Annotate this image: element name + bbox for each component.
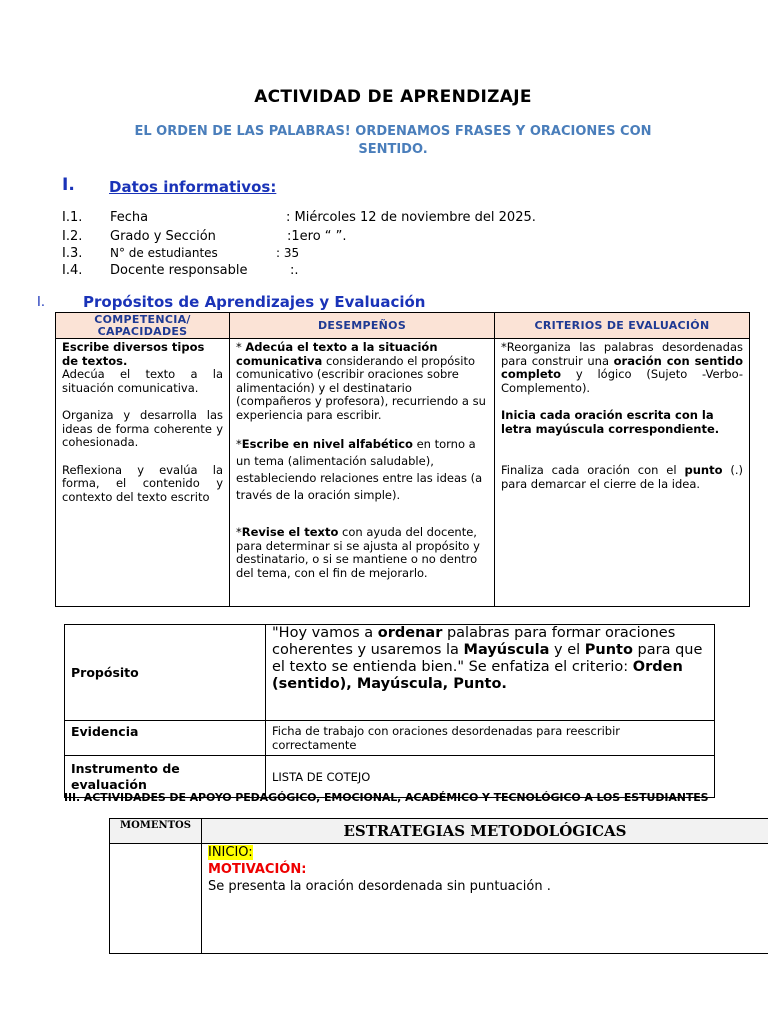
- criterio-2: Inicia cada oración escrita con la letra mayúscula correspondiente.: [501, 408, 720, 436]
- criterios-cell: [495, 339, 750, 607]
- info-row-label: Fecha: [110, 210, 149, 225]
- evidencia-value: Ficha de trabajo con oraciones desordenadas para reescribir correctamente: [266, 721, 715, 756]
- desempenos-cell: [230, 339, 495, 607]
- criterio-1: *Reorganiza las palabras desordenadas para construir una oración con sentido completo y lógico (Sujeto -Verbo-Complemento).: [501, 340, 743, 395]
- desempeno-2: *Escribe en nivel alfabético en torno a un tema (alimentación saludable), estableciendo relaciones entre las ideas (a través de la oración simple).: [236, 437, 483, 502]
- header-criterios: CRITERIOS DE EVALUACIÓN: [495, 313, 750, 339]
- evidencia-label: Evidencia: [65, 721, 266, 756]
- section-1-number: I.: [62, 175, 75, 195]
- info-row-number: I.1.: [62, 210, 83, 225]
- header-competencia: COMPETENCIA/ CAPACIDADES: [56, 313, 230, 339]
- section-2-title: Propósitos de Aprendizajes y Evaluación: [83, 293, 426, 311]
- document-subtitle: EL ORDEN DE LAS PALABRAS! ORDENAMOS FRASES Y ORACIONES CON SENTIDO.: [134, 124, 652, 157]
- header-desempenos: DESEMPEÑOS: [230, 313, 495, 339]
- info-row-number: I.4.: [62, 263, 83, 278]
- desempeno-3: *Revise el texto con ayuda del docente, para determinar si se ajusta al propósito y destinatario, o si se mantiene o no dentro del tema, con el fin de mejorarlo.: [236, 525, 480, 580]
- info-row-label: Grado y Sección: [110, 229, 216, 244]
- capacidad-2: Organiza y desarrolla las ideas de forma coherente y cohesionada.: [62, 408, 223, 449]
- inicio-label: INICIO:: [208, 845, 253, 860]
- header-momentos: MOMENTOS: [110, 819, 202, 844]
- info-row-number: I.2.: [62, 229, 83, 244]
- motivacion-text: Se presenta la oración desordenada sin puntuación .: [208, 879, 551, 894]
- section-1-title: Datos informativos:: [109, 178, 277, 196]
- desempeno-1: * Adecúa el texto a la situación comunicativa considerando el propósito comunicativo (escribir oraciones sobre alimentación) y el destinatario (compañeros y profesora), recurriendo a su experiencia para escribir.: [236, 340, 486, 422]
- capacidad-3: Reflexiona y evalúa la forma, el contenido y contexto del texto escrito: [62, 462, 223, 504]
- section-3-title: III. ACTIVIDADES DE APOYO PEDAGÓGICO, EMOCIONAL, ACADÉMICO Y TECNOLÓGICO A LOS ESTUDIANTES: [64, 791, 709, 804]
- proposito-evidencia-table: [64, 624, 715, 798]
- info-row-label: N° de estudiantes: [110, 246, 218, 260]
- motivacion-label: MOTIVACIÓN:: [208, 862, 307, 877]
- propositos-table: [55, 312, 750, 607]
- info-row-value: : 35: [276, 246, 300, 260]
- info-row-value: : Miércoles 12 de noviembre del 2025.: [286, 210, 536, 225]
- capacidad-1: Adecúa el texto a la situación comunicativa.: [62, 367, 223, 395]
- info-row-label: Docente responsable: [110, 263, 248, 278]
- proposito-label: Propósito: [65, 625, 266, 721]
- header-estrategias: ESTRATEGIAS METODOLÓGICAS: [202, 819, 768, 844]
- competencia-title: Escribe diversos tipos de textos.: [62, 340, 205, 368]
- estrategias-table: [109, 818, 768, 954]
- info-row-value: :1ero “ ”.: [287, 229, 347, 244]
- document-title: ACTIVIDAD DE APRENDIZAJE: [254, 87, 532, 107]
- momentos-cell: [110, 844, 202, 954]
- info-row-value: :.: [290, 263, 299, 278]
- estrategias-cell: [202, 844, 768, 954]
- criterio-3: Finaliza cada oración con el punto (.) para demarcar el cierre de la idea.: [501, 463, 743, 491]
- proposito-text: "Hoy vamos a ordenar palabras para formar oraciones coherentes y usaremos la Mayúscula y el Punto para que el texto se entienda bien." Se enfatiza el criterio: Orden (sentido), Mayúscula, Punto.: [266, 625, 715, 721]
- competencia-cell: [56, 339, 230, 607]
- section-2-number: I.: [37, 295, 45, 310]
- instrumento-value: LISTA DE COTEJO: [266, 756, 715, 798]
- info-row-number: I.3.: [62, 246, 83, 261]
- instrumento-label: Instrumento de evaluación: [65, 756, 266, 798]
